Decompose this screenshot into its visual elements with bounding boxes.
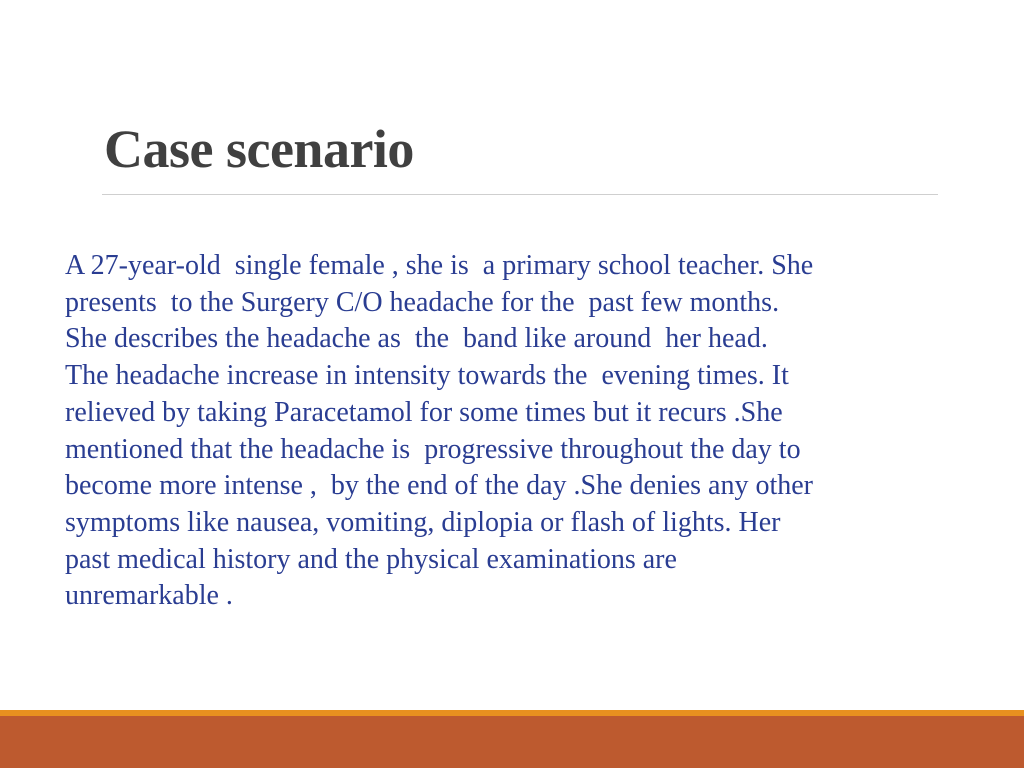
body-line: relieved by taking Paracetamol for some times but it recurs .She bbox=[65, 396, 783, 428]
body-line: presents to the Surgery C/O headache for the past few months. bbox=[65, 286, 780, 318]
title-divider bbox=[102, 194, 938, 195]
body-line: past medical history and the physical examinations are bbox=[65, 543, 677, 575]
body-line: mentioned that the headache is progressive throughout the day to bbox=[65, 433, 801, 465]
body-line: symptoms like nausea, vomiting, diplopia or flash of lights. Her bbox=[65, 506, 781, 538]
body-line: A 27-year-old single female , she is a primary school teacher. She bbox=[65, 250, 814, 281]
body-line: become more intense , by the end of the day .She denies any other bbox=[65, 470, 813, 502]
body-line: unremarkable . bbox=[65, 580, 233, 612]
body-line: She describes the headache as the band like around her head. bbox=[65, 323, 768, 355]
footer-accent-band bbox=[0, 716, 1024, 768]
slide-title: Case scenario bbox=[104, 119, 414, 179]
case-description bbox=[65, 248, 985, 615]
body-line: The headache increase in intensity towards the evening times. It bbox=[65, 360, 789, 392]
